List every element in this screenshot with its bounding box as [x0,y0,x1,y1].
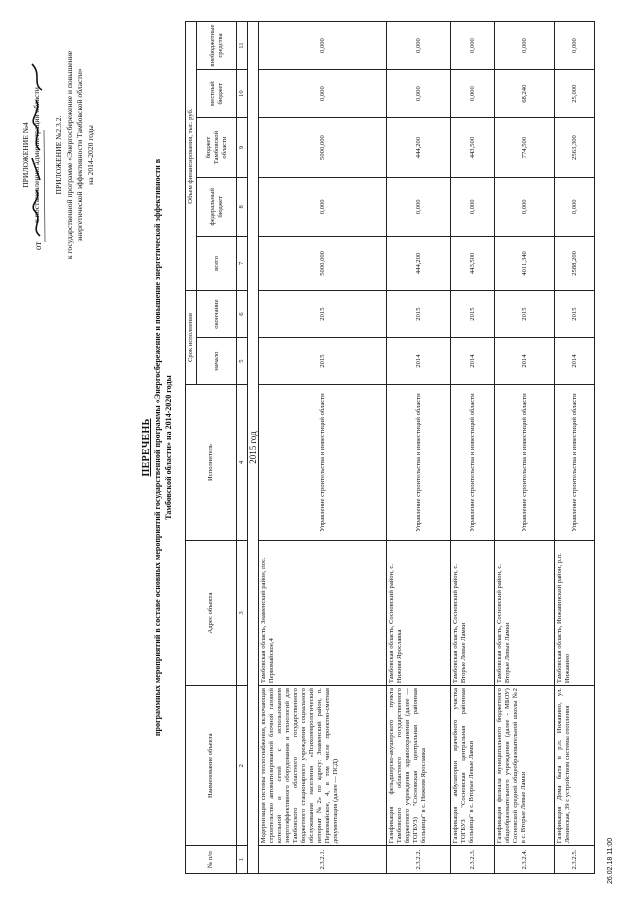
header-executor: Исполнитель [186,385,237,541]
row-name: Газификация фельдшерско-акушерского пункта Тамбовского областного государственного бюджетного учреждения здравоохранения (далее — ТОГБУЗ) "Сосновская центральная районная больница" в с. Нижняя Ярославка [387,686,451,846]
table-row [387,22,451,874]
header-extra: внебюджетные средства [197,22,237,70]
row-federal: 0,000 [555,177,595,236]
colnum: 2 [237,686,248,846]
row-start: 2014 [387,338,451,385]
row-name: Газификация амбулатории врачебного участка ТОГБУЗ "Сосновская центральная районная больница" в с. Вторые Левые Ламки [451,686,495,846]
row-local: 0,000 [259,70,387,118]
header-row-1 [186,22,197,874]
colnum: 9 [237,118,248,178]
appendix-line-6: энергетической эффективности Тамбовской области» [75,68,84,242]
colnum: 11 [237,22,248,70]
colnum: 4 [237,385,248,541]
colnum: 7 [237,236,248,290]
svg-text:от: от [33,241,43,250]
row-total: 443,500 [451,236,495,290]
row-federal: 0,000 [495,177,555,236]
row-start: 2014 [495,338,555,385]
row-federal: 0,000 [387,177,451,236]
handwritten-date-signature [28,60,48,250]
row-num: 2.3.2.1. [259,846,387,874]
row-executor: Управление строительства и инвестиций области [555,385,595,541]
row-local: 0,000 [451,70,495,118]
row-address: Тамбовская область, Знаменский район, пос. Первомайское,4 [259,540,387,685]
rotated-page [15,5,625,890]
table-row [451,22,495,874]
colnum: 1 [237,846,248,874]
year-row [248,22,259,874]
header-num: № п/п [186,846,237,874]
row-num: 2.3.2.3. [451,846,495,874]
table-row [259,22,387,874]
row-end: 2015 [495,291,555,338]
row-start: 2014 [555,338,595,385]
row-num: 2.3.2.2. [387,846,451,874]
measures-table [185,21,595,874]
row-local: 68,240 [495,70,555,118]
row-executor: Управление строительства и инвестиций области [451,385,495,541]
row-local: 25,000 [555,70,595,118]
row-address: Тамбовская область, Сосновский район, с. Вторые Левые Ламки [451,540,495,685]
row-executor: Управление строительства и инвестиций области [259,385,387,541]
colnum: 3 [237,540,248,685]
row-num: 2.3.2.5. [555,846,595,874]
header-name: Наименование объекта [186,686,237,846]
colnum: 5 [237,338,248,385]
header-address: Адрес объекта [186,540,237,685]
appendix-line-4: ПРИЛОЖЕНИЕ №2.3.2. [54,115,63,195]
row-extra: 0,000 [451,22,495,70]
row-regional: 2563,300 [555,118,595,178]
header-funding: Объем финансирования, тыс. руб. [186,22,197,291]
row-regional: 5000,000 [259,118,387,178]
row-regional: 774,500 [495,118,555,178]
row-executor: Управление строительства и инвестиций области [495,385,555,541]
row-regional: 443,500 [451,118,495,178]
row-executor: Управление строительства и инвестиций области [387,385,451,541]
row-address: Тамбовская область, Инжавинский район, р.п. Инжавино [555,540,595,685]
row-address: Тамбовская область, Сосновский район, с. Нижняя Ярославка [387,540,451,685]
row-start: 2015 [259,338,387,385]
header-period: Срок исполнения [186,291,197,385]
row-extra: 0,000 [387,22,451,70]
print-timestamp: 26.02.18 11:00 [607,837,614,884]
row-total: 444,200 [387,236,451,290]
title-sub-2: Тамбовской области» на 2014-2020 годы [164,375,173,520]
row-name: Модернизация системы теплоснабжения, включающая строительство автоматизированной блочной газовой котельной и сетей с использованием энергоэффективного оборудования и технологий для Тамбовского областного государственного бюджетного стационарного учреждения социального обслуживания населения «Психоневрологический интернат №2» по адресу: Знаменский район, п. Первомайское, 4, в том числе проектно-сметная документация (далее — ПСД) [259,686,387,846]
row-local: 0,000 [387,70,451,118]
row-name: Газификация Дома быта в р.п. Инжавино, ул. Ленинская, 39 с устройством системы отопления [555,686,595,846]
header-total: всего [197,236,237,290]
appendix-line-7: на 2014-2020 годы [85,125,95,185]
row-total: 5000,000 [259,236,387,290]
colnum: 6 [237,291,248,338]
header-start: начало [197,338,237,385]
row-start: 2014 [451,338,495,385]
title-main: ПЕРЕЧЕНЬ [141,418,152,477]
row-extra: 0,000 [495,22,555,70]
colnum: 8 [237,177,248,236]
year-label: 2015 год [248,22,259,874]
row-federal: 0,000 [451,177,495,236]
header-federal: федеральный бюджет [197,177,237,236]
header-local: местный бюджет [197,70,237,118]
row-address: Тамбовская область, Сосновский район, с. Вторые Левые Ламки [495,540,555,685]
row-regional: 444,200 [387,118,451,178]
row-total: 2588,200 [555,236,595,290]
header-regional: бюджет Тамбовской области [197,118,237,178]
document-title [141,5,174,890]
row-end: 2015 [387,291,451,338]
title-sub-1: программных мероприятий в составе основных мероприятий государственной программы «Энергосбережение и повышение энергетической эффективности в [153,158,162,737]
row-end: 2015 [451,291,495,338]
row-extra: 0,000 [259,22,387,70]
row-name: Газификация филиала муниципального бюджетного общеобразовательного учреждения (далее - МБОУ) Сосновской средней общеобразовательной школы №2 в с. Вторые Левые Ламки [495,686,555,846]
row-end: 2015 [555,291,595,338]
header-end: окончание [197,291,237,338]
row-federal: 0,000 [259,177,387,236]
row-end: 2015 [259,291,387,338]
appendix-line-2: к постановлению администрации области [31,87,41,223]
appendix-line-5: к государственной программе «Энергосбережение и повышение [64,50,74,260]
table-row [495,22,555,874]
row-num: 2.3.2.4. [495,846,555,874]
row-extra: 0,000 [555,22,595,70]
appendix-line-1: ПРИЛОЖЕНИЕ №4 [21,122,30,188]
colnum: 10 [237,70,248,118]
row-total: 4011,340 [495,236,555,290]
table-row [555,22,595,874]
column-number-row [237,22,248,874]
